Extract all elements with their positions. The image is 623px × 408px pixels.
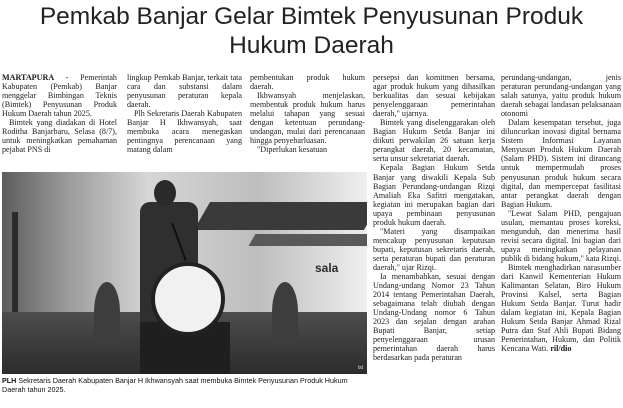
backdrop-banner-text: sala — [315, 261, 339, 275]
col3-paragraph-1: pembentukan produk hukum daerah. — [250, 73, 365, 92]
flag-pole — [12, 212, 18, 322]
col4-paragraph-4: "Materi yang disampaikan mencakup penyusunan keputusan bupati, keputusan sekretaris daerah, serta peraturan bupati dan peraturan daerah," ujar Rizqi. — [373, 226, 495, 272]
article-column-3 — [250, 73, 365, 169]
col2-paragraph-1: lingkup Pemkab Banjar, terkait tata cara dan substansi dalam penyusunan peraturan kepala daerah. — [127, 73, 242, 110]
article-column-5 — [501, 73, 621, 403]
article-headline: Pemkab Banjar Gelar Bimtek Penyusunan Produk Hukum Daerah — [39, 3, 584, 59]
col5-paragraph-4 — [501, 263, 621, 353]
col4-paragraph-1: persepsi dan komitmen bersama, agar produk hukum yang dihasilkan berkualitas dan sesuai kebijakan penyelenggaraan pemerintahan daerah," ujarnya. — [373, 73, 495, 119]
speaker-head — [154, 180, 176, 206]
article-column-4 — [373, 73, 495, 403]
plant-right — [272, 282, 298, 342]
col5-paragraph-2: Dalam kesempatan tersebut, juga diluncurkan inovasi digital bernama Sistem Informasi Layanan Menyusun Produk Hukum Daerah (Salam PHD). Sistem ini dirancang untuk mempermudah proses penyusunan produk hukum secara digital, dan mempercepat fasilitasi antar perangkat daerah dengan Bagian Hukum. — [501, 118, 621, 209]
col1-paragraph-2: Bimtek yang diadakan di Hotel Roditha Banjarbaru, Selasa (8/7), untuk meningkatkan pemahaman pejabat PNS di — [2, 118, 117, 155]
banner-stripe — [194, 202, 367, 230]
article-column-2 — [127, 73, 242, 169]
article-lead-paragraph — [2, 73, 117, 118]
caption-text: Sekretaris Daerah Kabupaten Banjar H Ikhwansyah saat membuka Bimtek Penyusunan Produk Hukum Daerah tahun 2025. — [2, 376, 348, 395]
col5-text-4: Bimtek menghadirkan narasumber dari Kanwil Kementerian Hukum Kalimantan Selatan, Biro Hukum Provinsi Kalsel, serta Bagian Hukum Setda Banjar. Turut hadir dalam kegiatan ini, Kepala Bagian Hukum Setda Banjar Ahmad Rizal Putra dan Staf Ahli Bupati Bidang Pemerintahan, Hukum, dan Politik Kencana Wati. — [501, 262, 621, 354]
col1-text-1: - Pemerintah Kabupaten (Pemkab) Banjar menggelar Bimbingan Teknis (Bimtek) Penyusunan Produk Hukum Daerah tahun 2025. — [2, 73, 117, 119]
plant-left — [94, 282, 120, 342]
col5-paragraph-3: "Lewat Salam PHD, pengajuan usulan, memantau proses koreksi, mengunduh, dan menerima hasil revisi secara digital. Ini bagian dari upaya meningkatkan pelayanan publik di bidang hukum," kata Rizqi. — [501, 208, 621, 263]
author-tag: ril/dio — [550, 344, 572, 354]
col2-paragraph-2: Plh Sekretaris Daerah Kabupaten Banjar H Ikhwansyah, saat membuka acara menegaskan pentingnya perencanaan yang matang dalam — [127, 109, 242, 155]
col4-paragraph-2: Bimtek yang diselenggarakan oleh Bagian Hukum Setda Banjar ini diikuti perwakilan 26 satuan kerja perangkat daerah, 20 kecamatan, serta unsur sekretariat daerah. — [373, 118, 495, 164]
col3-paragraph-2: Ikhwansyah menjelaskan, membentuk produk hukum harus melalui tahapan yang sesuai dengan ketentuan perundang-undangan, mulai dari perencanaan hingga penyebarluasan. — [250, 91, 365, 146]
col3-paragraph-3: "Diperlukan kesatuan — [257, 145, 328, 155]
col4-paragraph-3: Kepala Bagian Hukum Setda Banjar yang diwakili Kepala Sub Bagian Perundang-undangan Rizqi Amaliah Eka Safitri mengatakan, kegiatan ini merupakan bagian dari upaya pembinaan penyusunan produk hukum daerah. — [373, 163, 495, 227]
photo-credit: ist — [358, 365, 363, 371]
dateline: MARTAPURA — [2, 73, 55, 82]
col5-paragraph-1: perundang-undangan, jenis peraturan perundang-undangan yang salah satunya, yaitu produk hukum daerah sebagai landasan pelaksanaan otonomi — [501, 73, 621, 119]
photo-caption — [2, 376, 367, 395]
podium-logo-icon — [151, 262, 225, 336]
caption-lead: PLH — [2, 376, 17, 385]
article-column-1 — [2, 73, 117, 169]
col4-paragraph-5: Ia menambahkan, sesuai dengan Undang-undang Nomor 23 Tahun 2014 tentang Pemerintahan Daerah, sebagaimana telah diubah dengan Undang-Undang nomor 6 Tahun 2023 dan sejalan dengan arahan Bupati Banjar, setiap penyelenggaraan urusan pemerintahan daerah harus berdasarkan pada peraturan — [373, 272, 495, 363]
banner-stripe-secondary — [249, 234, 367, 246]
article-photo — [2, 172, 367, 374]
